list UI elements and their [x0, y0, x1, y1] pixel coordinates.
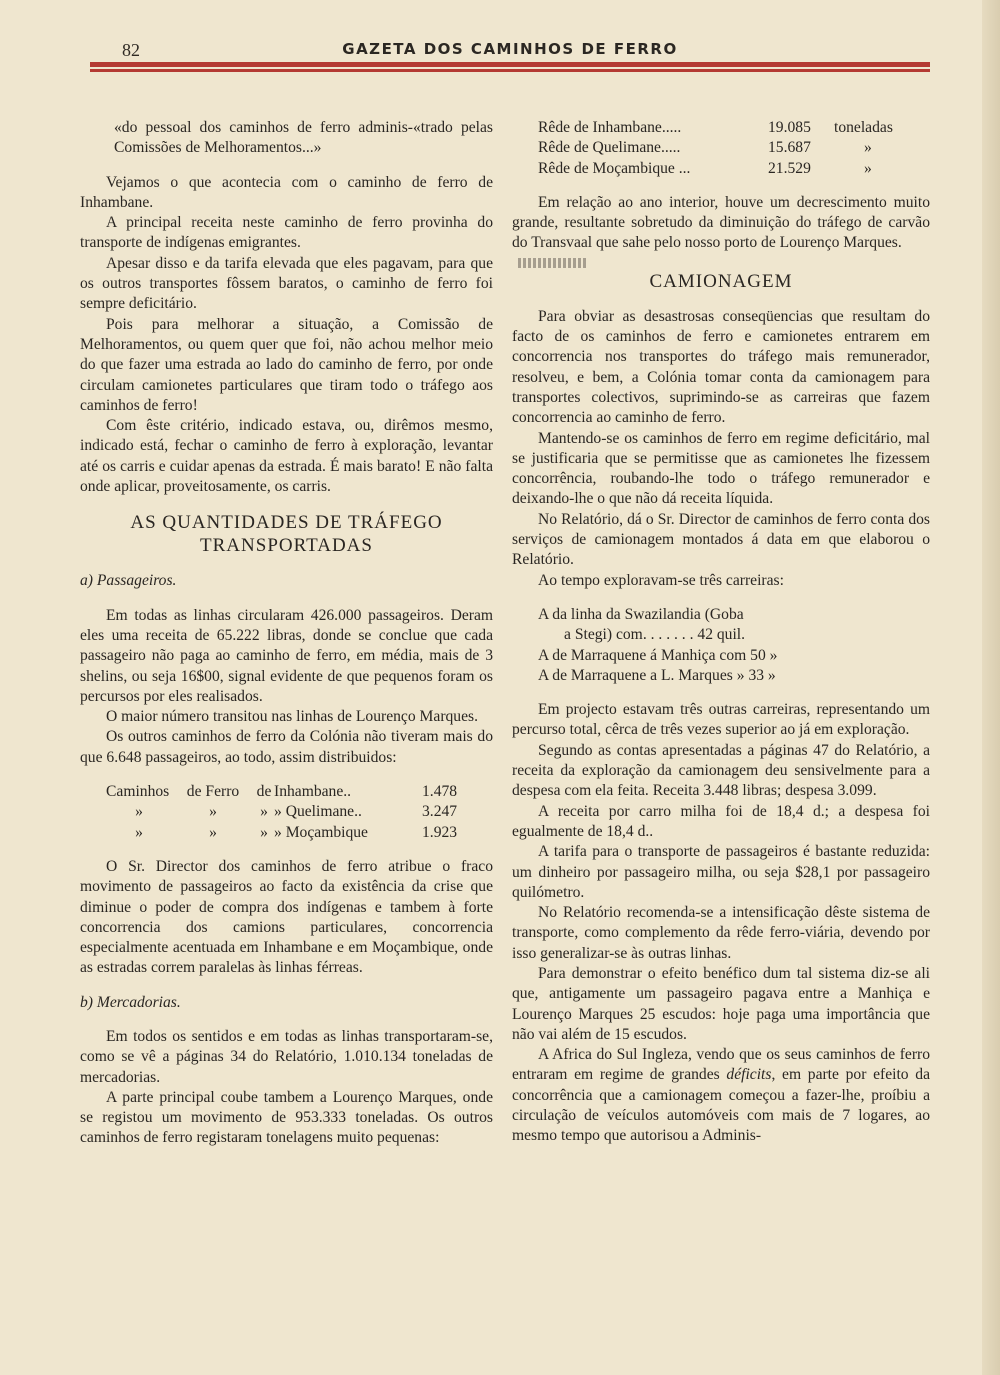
paragraph: Ao tempo exploravam-se três carreiras: — [538, 571, 784, 589]
text-run: A Africa do Sul Ingleza, vendo que os seus caminhos de ferro entraram em regime de grandes — [512, 1046, 930, 1084]
paragraph: No Relatório recomenda-se a intensificação dêste sistema de transporte, como complemento da rêde ferro-viária, devendo por isso generalizar-se às outras linhas. — [512, 904, 930, 962]
table-cell: Caminhos — [106, 783, 170, 801]
table-row — [106, 782, 457, 802]
table-cell: toneladas — [834, 119, 893, 136]
emphasis: déficits — [726, 1066, 772, 1084]
table-cell: » — [209, 803, 217, 821]
header-rule-thin — [90, 69, 930, 72]
table-cell: » — [209, 823, 217, 841]
table-cell: » Moçambique — [274, 823, 368, 841]
paragraph: Em relação ao ano interior, houve um decrescimento muito grande, resultante sobretudo da diminuição do tráfego de carvão do Transvaal que sahe pelo nosso porto de Lourenço Marques. — [512, 193, 930, 252]
section-title-line2: TRANSPORTADAS — [200, 535, 373, 557]
table-cell: Rêde de Inhambane..... — [538, 119, 682, 136]
paragraph: No Relatório, dá o Sr. Director de caminhos de ferro conta dos serviços de camionagem montados á data em que elaborou o Relatório. — [512, 510, 930, 569]
paragraph: Em projecto estavam três outras carreiras, representando um percurso total, cêrca de três vezes superior ao já em exploração. — [512, 701, 930, 739]
smudge-mark — [518, 258, 586, 268]
paragraph: A parte principal coube tambem a Lourenço Marques, onde se registou um movimento de 953.333 toneladas. Os outros caminhos de ferro registaram tonelagens muito pequenas: — [80, 1088, 493, 1147]
table-cell: de — [256, 783, 272, 801]
table-cell: 19.085 — [768, 119, 811, 136]
paragraph: Apesar disso e da tarifa elevada que eles pagavam, para que os outros transportes fôssem baratos, o caminho de ferro foi sempre deficitário. — [80, 254, 493, 313]
table-cell: » — [260, 803, 268, 821]
table-cell: 1.478 — [422, 783, 458, 801]
table-row — [538, 138, 893, 158]
table-cell: » — [864, 159, 872, 177]
paragraph: O maior número transitou nas linhas de Lourenço Marques. — [106, 708, 478, 726]
page-number: 82 — [122, 40, 140, 60]
subheading-passengers: a) Passageiros. — [80, 572, 177, 590]
table-row — [106, 823, 457, 843]
table-cell: » — [135, 823, 143, 841]
paragraph: Segundo as contas apresentadas a páginas 47 do Relatório, a receita da exploração da camionagem deu sensivelmente para a despesa com ela feita. Receita 3.448 libras; despesa 3.099. — [512, 741, 930, 800]
paragraph: Para obviar as desastrosas conseqüencias que resultam do facto de os caminhos de ferro e camionetes entrarem em concorrencia nos transportes do tráfego mais remunerador, resolveu, e bem, a Colónia tomar conta da camionagem para transportes colectivos, suprimindo-se as carreiras que fazem concorrencia ao caminho de ferro. — [512, 307, 930, 427]
paragraph: A receita por carro milha foi de 18,4 d.; a despesa foi egualmente de 18,4 d.. — [512, 802, 930, 840]
table-cell: » — [135, 803, 143, 821]
right-column — [512, 118, 930, 1147]
table-cell: 3.247 — [422, 803, 458, 821]
header-rule — [90, 62, 930, 67]
table-row — [106, 802, 457, 822]
cargo-table — [538, 118, 893, 179]
table-cell: Rêde de Moçambique ... — [538, 159, 691, 177]
table-cell: 15.687 — [768, 139, 811, 157]
paragraph: O Sr. Director dos caminhos de ferro atribue o fraco movimento de passageiros ao facto da existência da crise que diminue o poder de compra dos indígenas e tambem à forte concorrencia dos camions particulares, concorrencia especialmente acentuada em Inhambane e em Moçambique, onde as estradas correm paralelas às linhas férreas. — [80, 857, 493, 977]
section-title: AS QUANTIDADES DE TRÁFEGO — [130, 512, 443, 534]
table-cell: » Quelimane.. — [274, 803, 362, 821]
paragraph: A tarifa para o transporte de passageiros é bastante reduzida: um dinheiro por passageiro milha, ou seja $28,1 por passageiro quilómetro. — [512, 843, 930, 901]
table-cell: » — [260, 823, 268, 841]
table-row — [538, 159, 893, 179]
left-column — [80, 118, 493, 1149]
paragraph: Vejamos o que acontecia com o caminho de ferro de Inhambane. — [80, 173, 493, 211]
table-row — [538, 118, 893, 138]
paragraph: Mantendo-se os caminhos de ferro em regime deficitário, mal se justificaria que se permitisse que as camionetes lhe fizessem concorrência, roubando-lhe todo o tráfego remunerador e deixando-lhe o que não dá receita líquida. — [512, 429, 930, 508]
section-title: CAMIONAGEM — [649, 270, 793, 292]
list-item: A da linha da Swazilandia (Goba — [538, 605, 744, 623]
list-item: A de Marraquene á Manhiça com 50 » — [538, 646, 778, 664]
passenger-table — [106, 782, 457, 843]
paragraph: Para demonstrar o efeito benéfico dum tal sistema diz-se ali que, antigamente um passageiro pagava entre a Manhiça e Lourenço Marques 25 escudos: hoje paga uma importância que não vai além de 15 escudos. — [512, 964, 930, 1043]
paragraph: Pois para melhorar a situação, a Comissão de Melhoramentos, ou quem quer que foi, não achou melhor meio do que fazer uma estrada ao lado do caminho de ferro, por onde circulam camionetes particulares que tiram todo o tráfego aos caminhos de ferro! — [80, 315, 493, 414]
table-cell: 21.529 — [768, 159, 811, 177]
text-run: , em parte por efeito da concorrência que a camionagem começou a fazer-lhe, proíbiu a circulação de veículos automóveis com mais de 7 logares, ao mesmo tempo que autorisou a Adminis- — [512, 1066, 930, 1145]
paragraph: Com êste critério, indicado estava, ou, dirêmos mesmo, indicado está, fechar o caminho de ferro à exploração, levantar até os carris e cuidar apenas da estrada. É mais barato! E não falta onde aplicar, proveitosamente, os carris. — [80, 417, 493, 496]
routes-list — [512, 605, 930, 686]
list-item-continued: a Stegi) com. . . . . . . 42 quil. — [564, 626, 746, 644]
table-cell: de Ferro — [186, 783, 240, 801]
quote: «do pessoal dos caminhos de ferro adminis-«trado pelas Comissões de Melhoramentos...» — [114, 119, 493, 157]
paragraph: Em todos os sentidos e em todas as linhas transportaram-se, como se vê a páginas 34 do Relatório, 1.010.134 toneladas de mercadorias. — [80, 1027, 493, 1086]
table-cell: 1.923 — [422, 823, 458, 841]
paragraph — [512, 1045, 930, 1146]
running-title: GAZETA DOS CAMINHOS DE FERRO — [342, 40, 678, 58]
list-item: A de Marraquene a L. Marques » 33 » — [538, 666, 776, 684]
table-cell: Inhambane.. — [274, 783, 352, 801]
paragraph: Em todas as linhas circularam 426.000 passageiros. Deram eles uma receita de 65.222 libras, donde se conclue que cada passageiro não paga ao caminho de ferro, em média, mais de 3 shelins, ou seja 16$00, signal evidente de que pequenos foram os percursos por eles realisados. — [80, 606, 493, 705]
paragraph: Os outros caminhos de ferro da Colónia não tiveram mais do que 6.648 passageiros, ao todo, assim distribuidos: — [80, 728, 493, 766]
paragraph: A principal receita neste caminho de ferro provinha do transporte de indígenas emigrantes. — [80, 214, 493, 252]
table-cell: Rêde de Quelimane..... — [538, 139, 681, 157]
table-cell: » — [864, 139, 872, 157]
page-edge — [982, 0, 1000, 1375]
subheading-cargo: b) Mercadorias. — [80, 993, 181, 1011]
page-header — [90, 38, 930, 78]
